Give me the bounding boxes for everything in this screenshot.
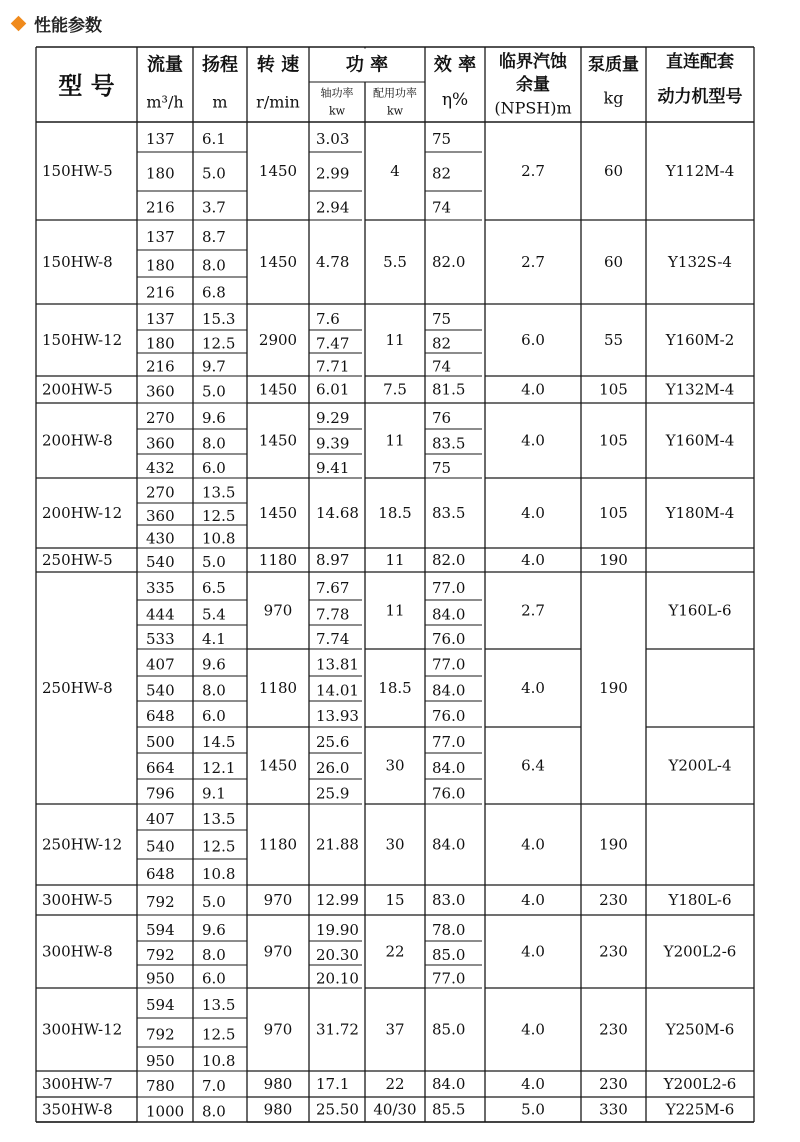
efficiency-cell: 82 <box>432 334 452 353</box>
npsh-cell: 4.0 <box>521 431 545 450</box>
shaft-power-cell: 7.78 <box>316 605 350 624</box>
shaft-power-cell: 19.90 <box>316 921 359 939</box>
header-mass-unit: kg <box>603 88 624 108</box>
speed-cell: 970 <box>263 891 293 909</box>
efficiency-cell: 75 <box>432 130 452 148</box>
flow-cell: 792 <box>146 893 175 911</box>
npsh-cell: 5.0 <box>521 1100 545 1119</box>
shaft-power-cell: 20.10 <box>316 969 359 988</box>
flow-cell: 540 <box>146 553 175 571</box>
speed-cell: 2900 <box>258 331 298 349</box>
head-cell: 15.3 <box>202 310 236 328</box>
flow-cell: 360 <box>146 382 175 401</box>
motor-power-cell: 22 <box>385 1075 405 1093</box>
shaft-power-cell: 13.93 <box>316 707 359 725</box>
motor-model-cell: Y200L2-6 <box>663 942 737 961</box>
flow-cell: 648 <box>146 707 175 725</box>
head-cell: 10.8 <box>202 865 236 883</box>
npsh-cell: 4.0 <box>521 1020 545 1039</box>
header-efficiency: 效 率 <box>433 54 477 76</box>
flow-cell: 950 <box>146 969 175 988</box>
efficiency-cell: 78.0 <box>432 921 466 939</box>
flow-cell: 137 <box>146 228 175 246</box>
efficiency-cell: 77.0 <box>432 579 466 597</box>
efficiency-cell: 84.0 <box>432 605 466 624</box>
header-shaft-unit: kw <box>328 104 346 118</box>
shaft-power-cell: 7.74 <box>316 630 350 648</box>
header-motor-model-2: 动力机型号 <box>657 87 743 107</box>
shaft-power-cell: 7.6 <box>316 310 340 328</box>
model-cell: 300HW-7 <box>42 1075 113 1093</box>
head-cell: 12.1 <box>202 759 236 777</box>
npsh-cell: 4.0 <box>521 1075 545 1093</box>
shaft-power-cell: 21.88 <box>316 835 359 854</box>
head-cell: 5.0 <box>202 553 226 571</box>
flow-cell: 792 <box>146 946 175 964</box>
model-cell: 250HW-8 <box>42 679 113 697</box>
efficiency-cell: 84.0 <box>432 1075 466 1093</box>
head-cell: 13.5 <box>202 810 236 828</box>
flow-cell: 950 <box>146 1052 175 1070</box>
motor-power-cell: 11 <box>385 331 405 349</box>
head-cell: 8.0 <box>202 1102 226 1121</box>
npsh-cell: 6.0 <box>521 331 545 349</box>
head-cell: 8.0 <box>202 681 226 700</box>
flow-cell: 796 <box>146 784 175 803</box>
efficiency-cell: 74 <box>432 198 452 217</box>
header-flow-unit: m³/h <box>146 92 184 112</box>
flow-cell: 137 <box>146 130 175 148</box>
header-efficiency-unit: η% <box>441 90 469 110</box>
efficiency-cell: 82.0 <box>432 253 466 271</box>
flow-cell: 540 <box>146 681 175 700</box>
mass-cell: 330 <box>599 1100 628 1119</box>
model-cell: 250HW-5 <box>42 551 113 569</box>
head-cell: 8.7 <box>202 228 226 246</box>
efficiency-cell: 76.0 <box>432 707 466 725</box>
npsh-cell: 4.0 <box>521 942 545 961</box>
motor-power-cell: 30 <box>385 835 405 854</box>
motor-model-cell: Y132M-4 <box>665 380 735 399</box>
head-cell: 8.0 <box>202 946 226 964</box>
npsh-cell: 4.0 <box>521 551 545 569</box>
head-cell: 6.8 <box>202 283 226 302</box>
shaft-power-cell: 25.6 <box>316 733 350 751</box>
shaft-power-cell: 7.67 <box>316 579 350 597</box>
flow-cell: 360 <box>146 507 175 525</box>
speed-cell: 1180 <box>258 835 298 854</box>
efficiency-cell: 85.0 <box>432 946 466 964</box>
head-cell: 9.6 <box>202 921 226 939</box>
head-cell: 6.0 <box>202 969 226 988</box>
motor-model-cell: Y160M-2 <box>665 331 735 349</box>
flow-cell: 270 <box>146 409 175 427</box>
flow-cell: 216 <box>146 283 175 302</box>
flow-cell: 360 <box>146 434 175 453</box>
shaft-power-cell: 20.30 <box>316 946 359 964</box>
npsh-cell: 4.0 <box>521 380 545 399</box>
head-cell: 12.5 <box>202 507 236 525</box>
motor-model-cell: Y180M-4 <box>665 504 735 522</box>
speed-cell: 970 <box>263 601 293 620</box>
flow-cell: 500 <box>146 733 175 751</box>
head-cell: 6.1 <box>202 130 226 148</box>
npsh-cell: 4.0 <box>521 504 545 522</box>
flow-cell: 180 <box>146 334 175 353</box>
shaft-power-cell: 6.01 <box>316 380 350 399</box>
shaft-power-cell: 17.1 <box>316 1075 350 1093</box>
head-cell: 6.5 <box>202 579 226 597</box>
motor-model-cell: Y180L-6 <box>668 891 732 909</box>
model-cell: 350HW-8 <box>42 1100 113 1119</box>
npsh-cell: 2.7 <box>521 162 545 180</box>
flow-cell: 407 <box>146 810 175 828</box>
model-cell: 300HW-5 <box>42 891 113 909</box>
shaft-power-cell: 25.50 <box>316 1100 359 1119</box>
flow-cell: 432 <box>146 459 175 477</box>
motor-power-cell: 40/30 <box>373 1100 417 1119</box>
shaft-power-cell: 7.47 <box>316 334 350 353</box>
flow-cell: 540 <box>146 837 175 856</box>
header-motor-unit: kw <box>386 104 404 118</box>
motor-power-cell: 11 <box>385 431 405 450</box>
flow-cell: 780 <box>146 1077 175 1095</box>
speed-cell: 1450 <box>258 504 298 522</box>
motor-model-cell: Y112M-4 <box>665 162 735 180</box>
speed-cell: 1450 <box>258 431 298 450</box>
motor-power-cell: 30 <box>385 756 405 775</box>
header-head-unit: m <box>212 92 228 112</box>
efficiency-cell: 82.0 <box>432 551 466 569</box>
model-cell: 150HW-5 <box>42 162 113 180</box>
flow-cell: 270 <box>146 483 175 502</box>
model-cell: 200HW-5 <box>42 380 113 399</box>
head-cell: 4.1 <box>202 630 226 648</box>
motor-power-cell: 7.5 <box>383 380 407 399</box>
header-npsh: 临界汽蚀 <box>499 52 567 72</box>
speed-cell: 980 <box>263 1075 293 1093</box>
efficiency-cell: 76.0 <box>432 630 466 648</box>
head-cell: 12.5 <box>202 837 236 856</box>
motor-power-cell: 11 <box>385 551 405 569</box>
efficiency-cell: 83.5 <box>432 504 466 522</box>
flow-cell: 533 <box>146 630 175 648</box>
mass-cell: 190 <box>599 551 628 569</box>
head-cell: 12.5 <box>202 334 236 353</box>
model-cell: 200HW-12 <box>42 504 123 522</box>
npsh-cell: 6.4 <box>521 756 545 775</box>
header-npsh-2: 余量 <box>516 75 550 95</box>
motor-power-cell: 15 <box>385 891 405 909</box>
shaft-power-cell: 2.99 <box>316 164 350 183</box>
header-motor-model: 直连配套 <box>666 52 734 72</box>
motor-power-cell: 18.5 <box>378 679 412 697</box>
motor-power-cell: 22 <box>385 942 405 961</box>
efficiency-cell: 77.0 <box>432 655 466 674</box>
efficiency-cell: 75 <box>432 459 452 477</box>
flow-cell: 216 <box>146 198 175 217</box>
efficiency-cell: 83.5 <box>432 434 466 453</box>
motor-model-cell: Y200L-4 <box>668 756 732 775</box>
head-cell: 8.0 <box>202 256 226 275</box>
shaft-power-cell: 31.72 <box>316 1020 359 1039</box>
efficiency-cell: 76 <box>432 409 452 427</box>
model-cell: 300HW-12 <box>42 1020 123 1039</box>
speed-cell: 1450 <box>258 162 298 180</box>
flow-cell: 137 <box>146 310 175 328</box>
head-cell: 5.0 <box>202 382 226 401</box>
npsh-cell: 4.0 <box>521 835 545 854</box>
flow-cell: 180 <box>146 256 175 275</box>
speed-cell: 1180 <box>258 679 298 697</box>
npsh-cell: 2.7 <box>521 253 545 271</box>
shaft-power-cell: 9.39 <box>316 434 350 453</box>
head-cell: 10.8 <box>202 1052 236 1070</box>
mass-cell: 105 <box>599 380 628 399</box>
speed-cell: 1180 <box>258 551 298 569</box>
efficiency-cell: 84.0 <box>432 835 466 854</box>
motor-model-cell: Y160L-6 <box>668 601 732 620</box>
mass-cell: 60 <box>603 162 624 180</box>
mass-cell: 230 <box>599 942 628 961</box>
head-cell: 9.7 <box>202 357 226 376</box>
flow-cell: 444 <box>146 605 175 624</box>
header-speed: 转 速 <box>256 54 300 76</box>
efficiency-cell: 83.0 <box>432 891 466 909</box>
head-cell: 6.0 <box>202 459 226 477</box>
mass-cell: 190 <box>599 835 628 854</box>
shaft-power-cell: 3.03 <box>316 130 350 148</box>
shaft-power-cell: 14.68 <box>316 504 359 522</box>
shaft-power-cell: 2.94 <box>316 198 350 217</box>
shaft-power-cell: 12.99 <box>316 891 359 909</box>
flow-cell: 594 <box>146 921 175 939</box>
efficiency-cell: 81.5 <box>432 380 466 399</box>
efficiency-cell: 77.0 <box>432 733 466 751</box>
mass-cell: 230 <box>599 1020 628 1039</box>
model-cell: 150HW-12 <box>42 331 123 349</box>
npsh-cell: 4.0 <box>521 679 545 697</box>
model-cell: 200HW-8 <box>42 431 113 450</box>
shaft-power-cell: 4.78 <box>316 253 350 271</box>
model-cell: 300HW-8 <box>42 942 113 961</box>
flow-cell: 664 <box>146 759 175 777</box>
motor-power-cell: 5.5 <box>383 253 407 271</box>
mass-cell: 190 <box>599 679 628 697</box>
efficiency-cell: 85.5 <box>432 1100 466 1119</box>
header-mass: 泵质量 <box>588 55 639 75</box>
head-cell: 12.5 <box>202 1025 236 1044</box>
header-power: 功 率 <box>345 54 389 76</box>
npsh-cell: 2.7 <box>521 601 545 620</box>
head-cell: 14.5 <box>202 733 236 751</box>
efficiency-cell: 76.0 <box>432 784 466 803</box>
efficiency-cell: 85.0 <box>432 1020 466 1039</box>
shaft-power-cell: 25.9 <box>316 784 350 803</box>
flow-cell: 430 <box>146 529 175 548</box>
header-shaft-power: 轴功率 <box>320 86 354 100</box>
motor-model-cell: Y200L2-6 <box>663 1075 737 1093</box>
efficiency-cell: 77.0 <box>432 969 466 988</box>
head-cell: 7.0 <box>202 1077 226 1095</box>
flow-cell: 180 <box>146 164 175 183</box>
motor-power-cell: 18.5 <box>378 504 412 522</box>
speed-cell: 970 <box>263 1020 293 1039</box>
motor-power-cell: 37 <box>385 1020 405 1039</box>
motor-model-cell: Y250M-6 <box>665 1020 735 1039</box>
efficiency-cell: 74 <box>432 357 452 376</box>
speed-cell: 1450 <box>258 380 298 399</box>
header-speed-unit: r/min <box>256 92 300 112</box>
shaft-power-cell: 26.0 <box>316 759 350 777</box>
section-title: 性能参数 <box>34 15 102 36</box>
header-motor-power: 配用功率 <box>373 86 417 100</box>
head-cell: 10.8 <box>202 529 236 548</box>
head-cell: 5.4 <box>202 605 226 624</box>
head-cell: 13.5 <box>202 996 236 1014</box>
flow-cell: 792 <box>146 1025 175 1044</box>
shaft-power-cell: 9.41 <box>316 459 350 477</box>
model-cell: 250HW-12 <box>42 835 123 854</box>
head-cell: 9.6 <box>202 409 226 427</box>
head-cell: 9.1 <box>202 784 226 803</box>
speed-cell: 1450 <box>258 756 298 775</box>
model-cell: 150HW-8 <box>42 253 113 271</box>
flow-cell: 407 <box>146 655 175 674</box>
flow-cell: 335 <box>146 579 175 597</box>
efficiency-cell: 82 <box>432 164 452 183</box>
efficiency-cell: 84.0 <box>432 681 466 700</box>
motor-model-cell: Y132S-4 <box>668 253 732 271</box>
mass-cell: 230 <box>599 891 628 909</box>
head-cell: 5.0 <box>202 893 226 911</box>
motor-power-cell: 11 <box>385 601 405 620</box>
head-cell: 13.5 <box>202 483 236 502</box>
flow-cell: 594 <box>146 996 175 1014</box>
header-model: 型 号 <box>58 72 115 100</box>
flow-cell: 1000 <box>146 1102 185 1121</box>
efficiency-cell: 84.0 <box>432 759 466 777</box>
header-npsh-3: (NPSH)m <box>494 98 572 118</box>
npsh-cell: 4.0 <box>521 891 545 909</box>
mass-cell: 105 <box>599 504 628 522</box>
speed-cell: 1450 <box>258 253 298 271</box>
shaft-power-cell: 9.29 <box>316 409 350 427</box>
head-cell: 9.6 <box>202 655 226 674</box>
header-head: 扬程 <box>202 54 238 76</box>
mass-cell: 230 <box>599 1075 628 1093</box>
motor-power-cell: 4 <box>390 162 400 180</box>
speed-cell: 980 <box>263 1100 293 1119</box>
head-cell: 8.0 <box>202 434 226 453</box>
mass-cell: 105 <box>599 431 628 450</box>
shaft-power-cell: 7.71 <box>316 357 350 376</box>
shaft-power-cell: 8.97 <box>316 551 350 569</box>
efficiency-cell: 75 <box>432 310 452 328</box>
head-cell: 5.0 <box>202 164 226 183</box>
speed-cell: 970 <box>263 942 293 961</box>
mass-cell: 60 <box>603 253 624 271</box>
motor-model-cell: Y160M-4 <box>665 431 735 450</box>
flow-cell: 648 <box>146 865 175 883</box>
head-cell: 3.7 <box>202 198 226 217</box>
shaft-power-cell: 13.81 <box>316 655 359 674</box>
head-cell: 6.0 <box>202 707 226 725</box>
header-flow: 流量 <box>147 54 183 76</box>
motor-model-cell: Y225M-6 <box>665 1100 735 1119</box>
mass-cell: 55 <box>603 331 624 349</box>
flow-cell: 216 <box>146 357 175 376</box>
shaft-power-cell: 14.01 <box>316 681 359 700</box>
